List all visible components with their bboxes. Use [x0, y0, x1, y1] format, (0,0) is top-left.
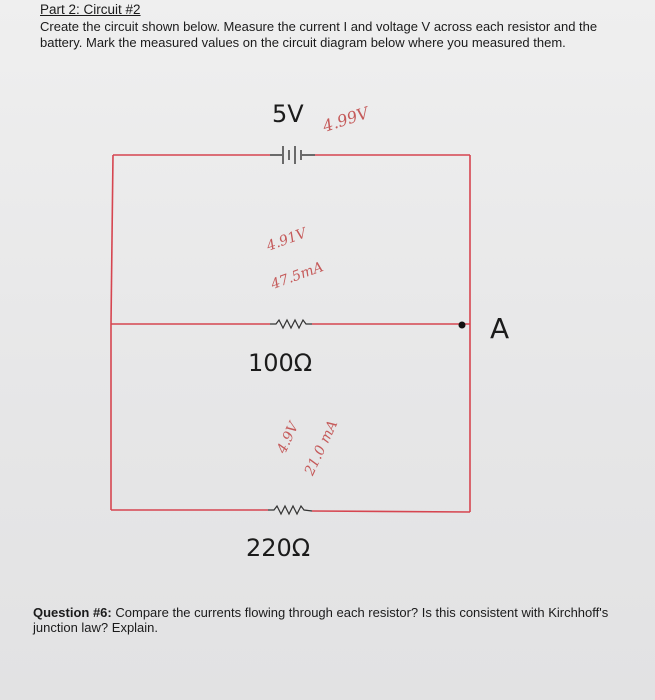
r1-voltage-note: 4.91V: [264, 225, 309, 255]
part-title: Part 2: Circuit #2: [40, 2, 141, 17]
r1-current-note: 47.5mA: [268, 259, 326, 293]
battery-symbol: [270, 146, 315, 164]
node-a-label: A: [490, 312, 510, 345]
resistor-100-symbol: [270, 320, 312, 328]
battery-label: 5V: [272, 100, 304, 128]
r2-voltage-note: 4.9V: [274, 419, 303, 457]
instructions-text: Create the circuit shown below. Measure the current I and voltage V across each resistor and the battery. Mark the measured values on the circuit diagram below where you measured them.: [40, 19, 598, 50]
question-label: Question #6:: [33, 605, 112, 620]
resistor-220-symbol: [268, 506, 312, 514]
wire-bottom-right: [312, 511, 470, 512]
resistor-220-label: 220Ω: [246, 534, 311, 562]
battery-voltage-note: 4.99V: [320, 103, 371, 136]
resistor-100-label: 100Ω: [248, 349, 313, 377]
wire-left-upper: [111, 155, 113, 324]
r2-current-note: 21.0 mA: [301, 417, 342, 479]
question-6: [33, 605, 623, 635]
node-a-dot: [459, 322, 466, 329]
question-text: Compare the currents flowing through each resistor? Is this consistent with Kirchhoff's junction law? Explain.: [33, 605, 609, 635]
